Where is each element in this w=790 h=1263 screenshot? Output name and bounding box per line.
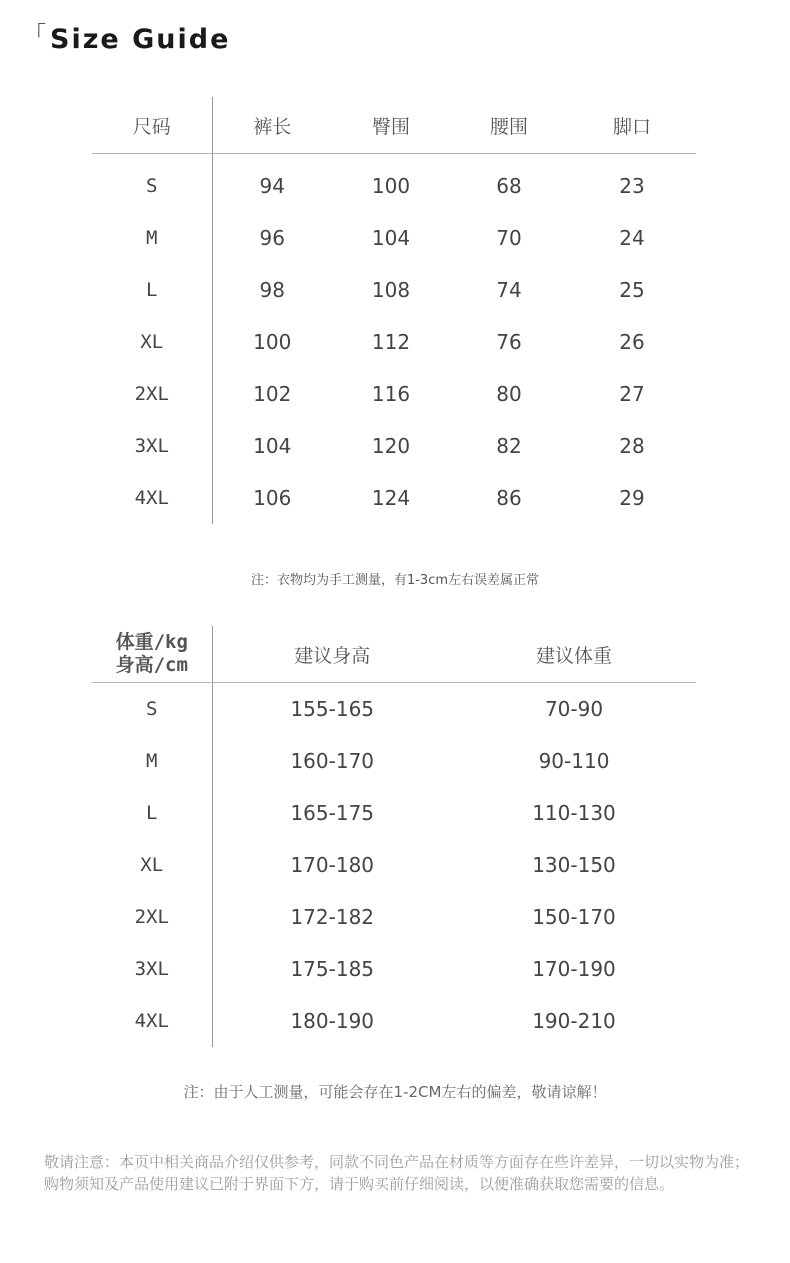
waist-cell: 80 xyxy=(496,382,522,406)
header-suggested-weight: 建议体重 xyxy=(452,626,696,683)
weight-range-cell: 90-110 xyxy=(538,749,610,773)
title-text: Size Guide xyxy=(50,24,231,55)
table-row xyxy=(92,212,696,264)
waist-cell: 70 xyxy=(496,226,522,250)
leg-opening-cell: 28 xyxy=(619,434,645,458)
header-leg-opening: 脚口 xyxy=(568,97,696,154)
height-range-cell: 170-180 xyxy=(290,853,375,877)
height-range-cell: 175-185 xyxy=(290,957,375,981)
size-measurement-table xyxy=(92,97,696,524)
weight-range-cell: 130-150 xyxy=(532,853,616,877)
weight-range-cell: 190-210 xyxy=(532,1009,616,1033)
height-range-cell: 165-175 xyxy=(290,801,375,825)
size-cell: L xyxy=(92,264,212,316)
corner-height-label: 身高/cm xyxy=(115,654,188,676)
size-cell: 4XL xyxy=(92,995,212,1047)
measurement-note: 注：衣物均为手工测量，有1-3cm左右误差属正常 xyxy=(250,573,540,588)
height-range-cell: 155-165 xyxy=(290,697,375,721)
waist-cell: 68 xyxy=(496,174,522,198)
pants-length-cell: 96 xyxy=(259,226,285,250)
pants-length-cell: 102 xyxy=(253,382,292,406)
leg-opening-cell: 26 xyxy=(619,330,645,354)
table-header-row xyxy=(92,626,696,683)
weight-range-cell: 110-130 xyxy=(532,801,616,825)
height-range-cell: 180-190 xyxy=(290,1009,375,1033)
waist-cell: 82 xyxy=(496,434,522,458)
height-range-cell: 160-170 xyxy=(290,749,375,773)
table-header-row xyxy=(92,97,696,154)
weight-range-cell: 150-170 xyxy=(532,905,616,929)
pants-length-cell: 100 xyxy=(253,330,292,354)
leg-opening-cell: 24 xyxy=(619,226,645,250)
size-cell: 2XL xyxy=(92,891,212,943)
leg-opening-cell: 23 xyxy=(619,174,645,198)
table-row xyxy=(92,264,696,316)
waist-cell: 74 xyxy=(496,278,522,302)
weight-range-cell: 70-90 xyxy=(544,697,604,721)
size-cell: 3XL xyxy=(92,420,212,472)
size-cell: XL xyxy=(92,839,212,891)
size-cell: S xyxy=(92,683,212,736)
table-row xyxy=(92,420,696,472)
hip-cell: 120 xyxy=(371,434,411,458)
table-row xyxy=(92,316,696,368)
title-bracket: 「 xyxy=(24,23,49,48)
size-cell: XL xyxy=(92,316,212,368)
table-row xyxy=(92,154,696,213)
table-row xyxy=(92,943,696,995)
size-recommendation-table xyxy=(92,626,696,1047)
waist-cell: 86 xyxy=(496,486,522,510)
header-waist: 腰围 xyxy=(450,97,568,154)
hip-cell: 116 xyxy=(371,382,411,406)
corner-weight-label: 体重/kg xyxy=(115,631,188,653)
deviation-note: 注：由于人工测量，可能会存在1-2CM左右的偏差，敬请谅解！ xyxy=(183,1083,607,1101)
hip-cell: 108 xyxy=(371,278,411,302)
header-pants-length: 裤长 xyxy=(212,97,332,154)
leg-opening-cell: 25 xyxy=(619,278,645,302)
table-row xyxy=(92,472,696,524)
pants-length-cell: 106 xyxy=(253,486,292,510)
header-hip: 臀围 xyxy=(332,97,450,154)
size-cell: S xyxy=(92,154,212,213)
header-size: 尺码 xyxy=(92,97,212,154)
table-row xyxy=(92,683,696,736)
height-range-cell: 172-182 xyxy=(290,905,375,929)
table-row xyxy=(92,735,696,787)
weight-range-cell: 170-190 xyxy=(532,957,616,981)
header-corner xyxy=(92,626,212,683)
page-title xyxy=(24,18,230,55)
waist-cell: 76 xyxy=(496,330,522,354)
header-suggested-height: 建议身高 xyxy=(212,626,452,683)
table-row xyxy=(92,891,696,943)
hip-cell: 112 xyxy=(371,330,411,354)
size-cell: 4XL xyxy=(92,472,212,524)
size-cell: 3XL xyxy=(92,943,212,995)
hip-cell: 100 xyxy=(371,174,411,198)
size-cell: M xyxy=(92,212,212,264)
table-row xyxy=(92,995,696,1047)
leg-opening-cell: 27 xyxy=(619,382,645,406)
size-cell: 2XL xyxy=(92,368,212,420)
hip-cell: 124 xyxy=(371,486,411,510)
hip-cell: 104 xyxy=(371,226,411,250)
disclaimer-text: 敬请注意：本页中相关商品介绍仅供参考，同款不同色产品在材质等方面存在些许差异，一切以实物为准；购物须知及产品使用建议已附于界面下方，请于购买前仔细阅读，以便准确获取您需要的信息。 xyxy=(44,1153,750,1193)
table-row xyxy=(92,839,696,891)
table-row xyxy=(92,368,696,420)
size-cell: M xyxy=(92,735,212,787)
pants-length-cell: 94 xyxy=(259,174,285,198)
pants-length-cell: 98 xyxy=(259,278,285,302)
table-row xyxy=(92,787,696,839)
size-cell: L xyxy=(92,787,212,839)
pants-length-cell: 104 xyxy=(253,434,292,458)
leg-opening-cell: 29 xyxy=(619,486,645,510)
